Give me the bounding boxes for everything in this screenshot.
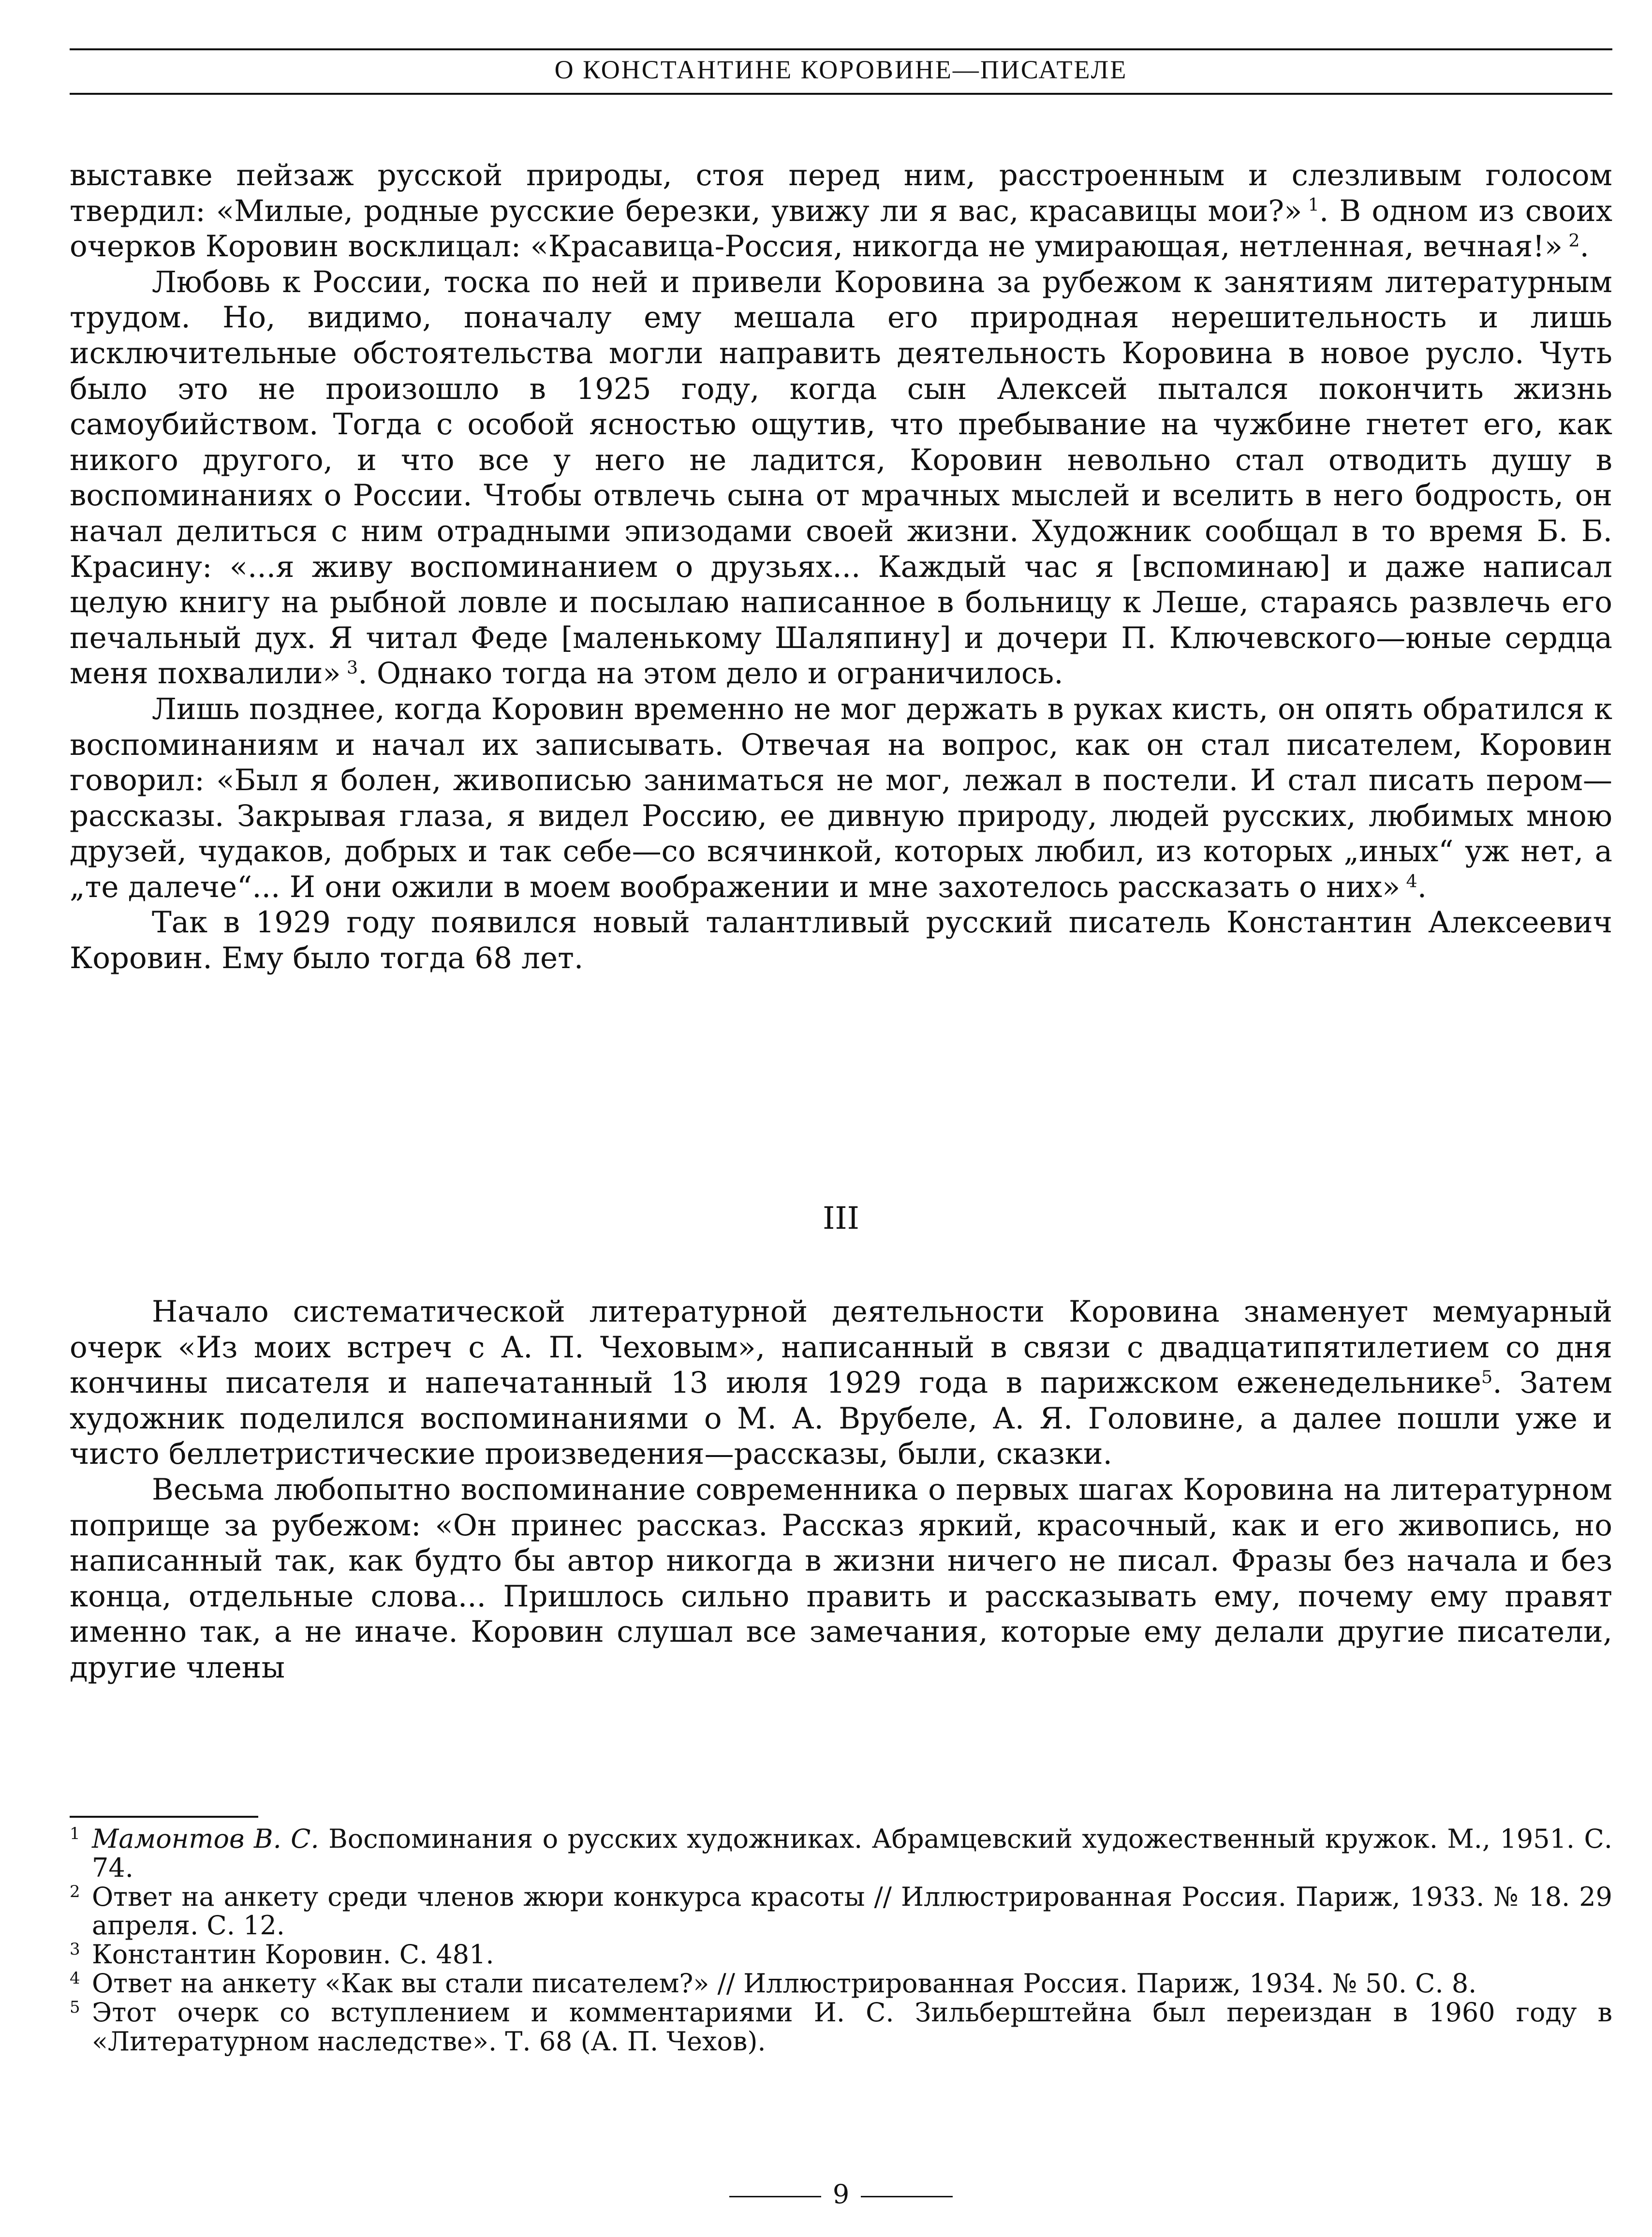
header-rule-bottom [70, 93, 1612, 95]
footnote-mark: 4 [70, 1968, 80, 1988]
paragraph-1: выставке пейзаж русской природы, стоя перед ним, расстроенным и слезливым голосом твердил: «Милые, родные русские березки, увижу ли я вас, красавицы мои?» $^1$. В одном из своих очерков Коровин восклицал: «Красавица-Россия, никогда не умирающая, нетленная, вечная!» $^2$. [70, 158, 1613, 264]
paragraph-2: Любовь к России, тоска по ней и привели Коровина за рубежом к занятиям литературным трудом. Но, видимо, поначалу ему мешала его природная нерешительность и лишь исключительные обстоятельства могли направить деятельность Коровина в новое русло. Чуть было это не произошло в 1925 году, когда сын Алексей пытался покончить жизнь самоубийством. Тогда с особой ясностью ощутив, что пребывание на чужбине гнетет его, как никого другого, и что все у него не ладится, Коровин невольно стал отводить душу в воспоминаниях о России. Чтобы отвлечь сына от мрачных мыслей и вселить в него бодрость, он начал делиться с ним отрадными эпизодами своей жизни. Художник сообщал в то время Б. Б. Красину: «...я живу воспоминанием о друзьях... Каждый час я [вспоминаю] и даже написал целую книгу на рыбной ловле и посылаю написанное в больницу к Леше, стараясь развлечь его печальный дух. Я читал Феде [маленькому Шаляпину] и дочери П. Ключевского—юные сердца меня похвалили» $^3$. Однако тогда на этом дело и ограничилось. [70, 265, 1612, 691]
footnote-ref-5: 5 [1481, 1367, 1493, 1388]
footnote-2: 2 Ответ на анкету среди членов жюри конкурса красоты // Иллюстрированная Россия. Париж, 1933. № 18. 29 апреля. С. 12. [70, 1883, 1612, 1941]
paragraph-3: Лишь позднее, когда Коровин временно не мог держать в руках кисть, он опять обратился к воспоминаниям и начал их записывать. Отвечая на вопрос, как он стал писателем, Коровин говорил: «Был я болен, живописью заниматься не мог, лежал в постели. И стал писать пером—рассказы. Закрывая глаза, я видел Россию, ее дивную природу, людей русских, любимых мною друзей, чудаков, добрых и так себе—со всячинкой, которых любил, из которых „иных“ уж нет, а „те далече“... И они ожили в моем воображении и мне захотелось рассказать о них» $^4$. [70, 692, 1612, 904]
footnote-mark: 1 [70, 1824, 80, 1843]
footnote-rule [70, 1816, 258, 1818]
running-head: О КОНСТАНТИНЕ КОРОВИНЕ—ПИСАТЕЛЕ [554, 55, 1128, 84]
paragraph-5: Начало систематической литературной деятельности Коровина знаменует мемуарный очерк «Из моих встреч с А. П. Чеховым», написанный в связи с двадцатипятилетием со дня кончины писателя и напечатанный 13 июля 1929 года в парижском еженедельнике$^5$. Затем художник поделился воспоминаниями о М. А. Врубеле, А. Я. Головине, а далее пошли уже и чисто беллетристические произведения—рассказы, были, сказки. [70, 1295, 1612, 1472]
footnote-ref-2: 2 [1568, 230, 1580, 251]
footnote-1: 1 Мамонтов В. С. Воспоминания о русских художниках. Абрамцевский художественный кружок. М., 1951. С. 74. [70, 1825, 1612, 1883]
footnote-mark: 5 [70, 1997, 80, 2017]
page-number-dash-right [861, 2196, 953, 2197]
page-number-value: 9 [832, 2179, 850, 2209]
footnote-5: 5 Этот очерк со вступлением и комментариями И. С. Зильберштейна был переиздан в 1960 году в «Литературном наследстве». Т. 68 (А. П. Чехов). [70, 1998, 1612, 2056]
footnote-ref-1: 1 [1308, 194, 1319, 216]
section-number: III [823, 1201, 859, 1236]
paragraph-4: Так в 1929 году появился новый талантливый русский писатель Константин Алексеевич Коровин. Ему было тогда 68 лет. [70, 905, 1612, 976]
footnote-mark: 2 [70, 1882, 80, 1901]
footnote-ref-4: 4 [1406, 870, 1417, 892]
footnote-3: 3 Константин Коровин. С. 481. [70, 1940, 1612, 1969]
footnote-4: 4 Ответ на анкету «Как вы стали писателем?» // Иллюстрированная Россия. Париж, 1934. № 50. С. 8. [70, 1969, 1612, 1998]
footnote-mark: 3 [70, 1940, 80, 1959]
page-number-dash-left [729, 2196, 821, 2197]
body-text-bottom [70, 1294, 1612, 1686]
footnote-ref-3: 3 [346, 657, 358, 678]
footnote-author: Мамонтов В. С. [92, 1824, 319, 1854]
body-text-top [70, 158, 1612, 976]
page-number [70, 2178, 1612, 2210]
paragraph-6: Весьма любопытно воспоминание современника о первых шагах Коровина на литературном поприще за рубежом: «Он принес рассказ. Рассказ яркий, красочный, как и его живопись, но написанный так, как будто бы автор никогда в жизни ничего не писал. Фразы без начала и без конца, отдельные слова... Пришлось сильно править и рассказывать ему, почему ему правят именно так, а не иначе. Коровин слушал все замечания, которые ему делали другие писатели, другие члены [70, 1472, 1612, 1685]
footnotes [70, 1825, 1612, 2056]
